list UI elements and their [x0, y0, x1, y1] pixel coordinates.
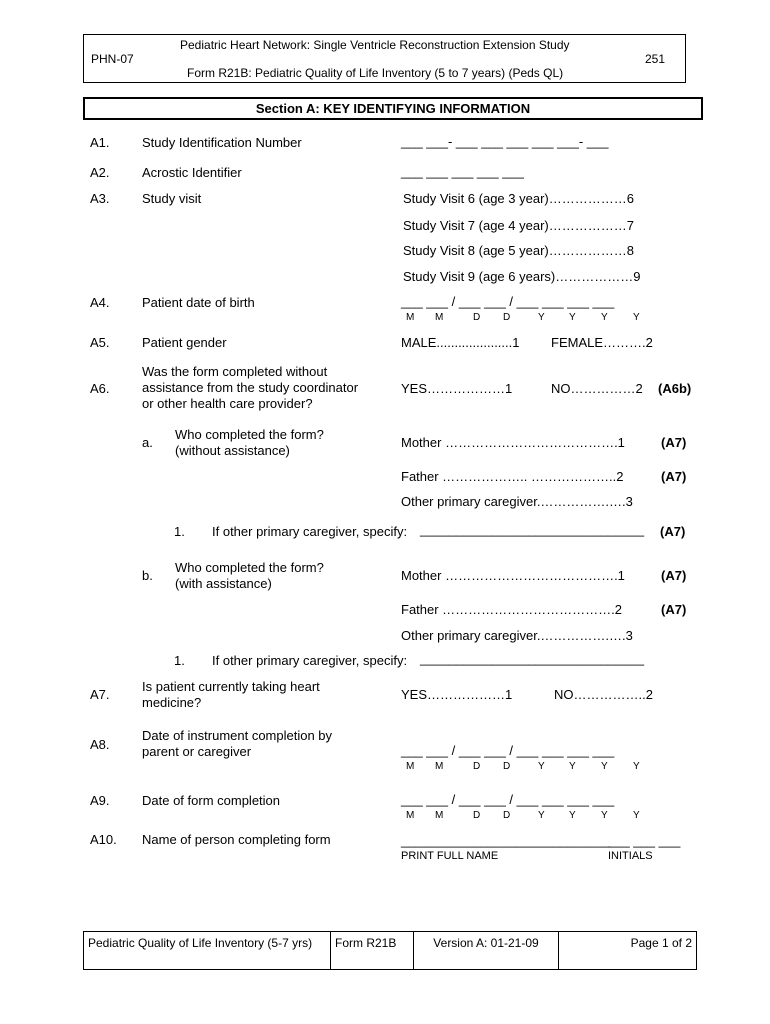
date-caption: Y — [601, 312, 608, 323]
full-name-caption: PRINT FULL NAME — [401, 850, 499, 862]
a9-label: Date of form completion — [142, 793, 281, 808]
date-caption: Y — [633, 810, 640, 821]
a7-no-option[interactable]: NO……………..2 — [554, 687, 653, 702]
a10-number: A10. — [90, 832, 117, 847]
a7-label-line2: medicine? — [142, 695, 202, 710]
date-caption: Y — [601, 810, 608, 821]
a6b-specify-number: 1. — [174, 653, 185, 668]
a1-label: Study Identification Number — [142, 135, 302, 150]
a6b-specify-field[interactable]: _______________________________ — [420, 651, 645, 666]
a6b-mother-skip: (A7) — [661, 568, 687, 583]
header-code: PHN-07 — [91, 52, 134, 66]
date-caption: M — [406, 761, 415, 772]
a7-number: A7. — [90, 687, 110, 702]
date-caption: D — [473, 761, 481, 772]
a6b-letter: b. — [142, 568, 153, 583]
a6b-father-skip: (A7) — [661, 602, 687, 617]
gender-male-option[interactable]: MALE.....................1 — [401, 335, 520, 350]
a3-number: A3. — [90, 191, 110, 206]
footer-form: Form R21B — [331, 932, 414, 969]
a9-number: A9. — [90, 793, 110, 808]
a5-number: A5. — [90, 335, 110, 350]
a6a-letter: a. — [142, 435, 153, 450]
a3-label: Study visit — [142, 191, 202, 206]
a2-label: Acrostic Identifier — [142, 165, 242, 180]
a6a-specify-skip: (A7) — [660, 524, 686, 539]
a6a-specify-field[interactable]: _______________________________ — [420, 522, 645, 537]
study-visit-option-8[interactable]: Study Visit 8 (age 5 year)………………8 — [403, 243, 634, 258]
form-date-field[interactable]: ___ ___ / ___ ___ / ___ ___ ___ ___ — [401, 792, 615, 807]
acrostic-field[interactable]: ___ ___ ___ ___ ___ — [401, 164, 524, 179]
full-name-field[interactable]: _____________________________ — [401, 833, 611, 848]
study-id-field[interactable]: ___ ___- ___ ___ ___ ___ ___- ___ — [401, 134, 609, 149]
a10-label: Name of person completing form — [142, 832, 331, 847]
a6a-other-option[interactable]: Other primary caregiver.…………….….3 — [401, 494, 633, 509]
header-box — [83, 34, 686, 83]
gender-female-option[interactable]: FEMALE……….2 — [551, 335, 653, 350]
section-title: Section A: KEY IDENTIFYING INFORMATION — [83, 97, 703, 120]
footer-title: Pediatric Quality of Life Inventory (5-7 yrs) — [84, 932, 331, 969]
a6a-father-option[interactable]: Father ……………….. ………………..2 — [401, 469, 624, 484]
date-caption: Y — [538, 761, 545, 772]
date-caption: D — [473, 312, 481, 323]
a4-number: A4. — [90, 295, 110, 310]
study-visit-option-6[interactable]: Study Visit 6 (age 3 year)………………6 — [403, 191, 634, 206]
date-caption: D — [503, 312, 511, 323]
date-caption: Y — [633, 312, 640, 323]
date-caption: Y — [569, 810, 576, 821]
a6a-label-line2: (without assistance) — [175, 443, 290, 458]
a6a-father-skip: (A7) — [661, 469, 687, 484]
date-caption: Y — [633, 761, 640, 772]
a6a-label-line1: Who completed the form? — [175, 427, 324, 442]
a8-number: A8. — [90, 737, 110, 752]
a6a-specify-number: 1. — [174, 524, 185, 539]
a6b-other-option[interactable]: Other primary caregiver.…………….….3 — [401, 628, 633, 643]
date-caption: D — [503, 761, 511, 772]
a6b-label-line1: Who completed the form? — [175, 560, 324, 575]
date-caption: M — [435, 810, 444, 821]
birth-date-field[interactable]: ___ ___ / ___ ___ / ___ ___ ___ ___ — [401, 294, 615, 309]
date-caption: M — [406, 312, 415, 323]
header-number: 251 — [645, 52, 666, 66]
a4-label: Patient date of birth — [142, 295, 255, 310]
date-caption: Y — [569, 761, 576, 772]
a7-label-line1: Is patient currently taking heart — [142, 679, 320, 694]
date-caption: D — [503, 810, 511, 821]
a6b-father-option[interactable]: Father ………………………………….2 — [401, 602, 623, 617]
initials-field[interactable]: ___ ___ ___ — [608, 833, 681, 848]
a6b-label-line2: (with assistance) — [175, 576, 272, 591]
a6-yes-option[interactable]: YES………………1 — [401, 381, 513, 396]
initials-caption: INITIALS — [608, 850, 653, 862]
study-visit-option-9[interactable]: Study Visit 9 (age 6 years)………………9 — [403, 269, 641, 284]
a6b-specify-label: If other primary caregiver, specify: — [212, 653, 408, 668]
date-caption: Y — [538, 810, 545, 821]
a6-label-line1: Was the form completed without — [142, 364, 328, 379]
header-study-title: Pediatric Heart Network: Single Ventricle Reconstruction Extension Study — [180, 38, 570, 52]
study-visit-option-7[interactable]: Study Visit 7 (age 4 year)………………7 — [403, 218, 634, 233]
date-caption: D — [473, 810, 481, 821]
a6b-mother-option[interactable]: Mother ………………………………….1 — [401, 568, 625, 583]
a6a-mother-option[interactable]: Mother ………………………………….1 — [401, 435, 625, 450]
a1-number: A1. — [90, 135, 110, 150]
a2-number: A2. — [90, 165, 110, 180]
date-caption: M — [435, 761, 444, 772]
footer — [83, 931, 697, 970]
footer-version: Version A: 01-21-09 — [414, 932, 559, 969]
a6-number: A6. — [90, 381, 110, 396]
header-form-title: Form R21B: Pediatric Quality of Life Inventory (5 to 7 years) (Peds QL) — [187, 66, 564, 80]
a6a-specify-label: If other primary caregiver, specify: — [212, 524, 408, 539]
instrument-date-field[interactable]: ___ ___ / ___ ___ / ___ ___ ___ ___ — [401, 743, 615, 758]
a7-yes-option[interactable]: YES………………1 — [401, 687, 513, 702]
date-caption: Y — [601, 761, 608, 772]
footer-page: Page 1 of 2 — [630, 936, 692, 950]
a6a-mother-skip: (A7) — [661, 435, 687, 450]
a6-skip-instruction: (A6b) — [658, 381, 692, 396]
a5-label: Patient gender — [142, 335, 227, 350]
a6-label-line3: or other health care provider? — [142, 396, 313, 411]
a8-label-line2: parent or caregiver — [142, 744, 252, 759]
a6-label-line2: assistance from the study coordinator — [142, 380, 359, 395]
date-caption: Y — [569, 312, 576, 323]
date-caption: Y — [538, 312, 545, 323]
date-caption: M — [406, 810, 415, 821]
a6-no-option[interactable]: NO……………2 — [551, 381, 643, 396]
date-caption: M — [435, 312, 444, 323]
a8-label-line1: Date of instrument completion by — [142, 728, 333, 743]
